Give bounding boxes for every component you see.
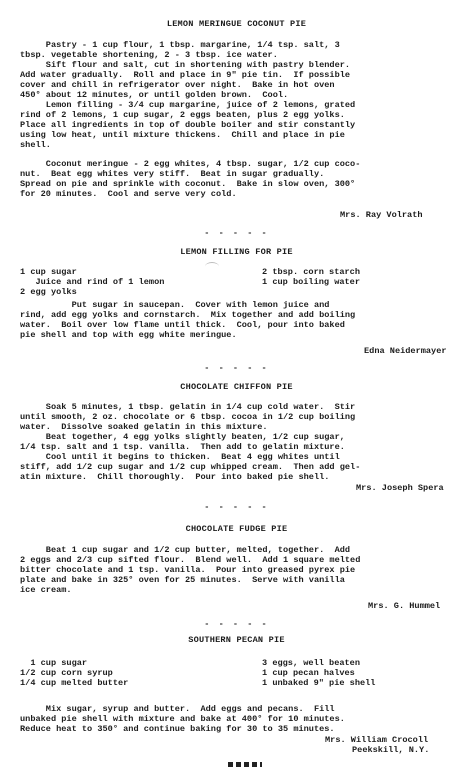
ingredient-item: 1 cup pecan halves	[262, 668, 355, 678]
recipe-line: Coconut meringue - 2 egg whites, 4 tbsp. sugar, 1/2 cup coco-	[20, 159, 361, 169]
recipe-line: Beat together, 4 egg yolks slightly beaten, 1/2 cup sugar,	[20, 432, 345, 442]
ingredient-item: 2 tbsp. corn starch	[262, 267, 360, 277]
ingredient-item: 1 cup sugar	[20, 658, 88, 668]
ingredient-item: 1 unbaked 9" pie shell	[262, 678, 376, 688]
recipe-line: Cool until it begins to thicken. Beat 4 egg whites until	[20, 452, 340, 462]
recipe-line: bitter chocolate and 1 tsp. vanilla. Pour into greased pyrex pie	[20, 565, 356, 575]
recipe-line: Beat 1 cup sugar and 1/2 cup butter, melted, together. Add	[20, 545, 351, 555]
ingredient-item: 1/4 cup melted butter	[20, 678, 129, 688]
ingredient-item: 2 egg yolks	[20, 287, 77, 297]
recipe-line: Reduce heat to 350° and continue baking for 30 to 35 minutes.	[20, 724, 335, 734]
recipe-author: Edna Neidermayer	[364, 346, 447, 356]
recipe-line: Spread on pie and sprinkle with coconut. Bake in slow oven, 300°	[20, 179, 356, 189]
recipe-line: 2 eggs and 2/3 cup sifted flour. Blend well. Add 1 square melted	[20, 555, 361, 565]
ingredient-item: 1 cup sugar	[20, 267, 77, 277]
recipe-line: until smooth, 2 oz. chocolate or 6 tbsp. cocoa in 1/2 cup boiling	[20, 412, 356, 422]
recipe-title: CHOCOLATE CHIFFON PIE	[180, 382, 293, 392]
recipe-author: Mrs. William Crocoll	[325, 735, 429, 745]
recipe-line: Place all ingredients in top of double boiler and stir constantly	[20, 120, 356, 130]
recipe-line: shell.	[20, 140, 51, 150]
recipe-line: Put sugar in saucepan. Cover with lemon juice and	[20, 300, 330, 310]
recipe-line: water. Dissolve soaked gelatin in this mixture.	[20, 422, 268, 432]
recipe-line: rind of 2 lemons, 1 cup sugar, 2 eggs beaten, plus 2 egg yolks.	[20, 110, 345, 120]
recipe-line: using low heat, until mixture thickens. Chill and place in pie	[20, 130, 345, 140]
recipe-line: stiff, add 1/2 cup sugar and 1/2 cup whipped cream. Then add gel-	[20, 462, 361, 472]
section-separator: - - - - -	[204, 502, 269, 512]
recipe-line: nut. Beat egg whites very stiff. Beat in sugar gradually.	[20, 169, 325, 179]
recipe-title: SOUTHERN PECAN PIE	[188, 635, 285, 645]
recipe-author: Mrs. Ray Volrath	[340, 210, 423, 220]
section-separator: - - - - -	[204, 363, 269, 373]
recipe-line: Pastry - 1 cup flour, 1 tbsp. margarine, 1/4 tsp. salt, 3	[20, 40, 340, 50]
recipe-line: tbsp. vegetable shortening, 2 - 3 tbsp. ice water.	[20, 50, 278, 60]
ingredient-item: 3 eggs, well beaten	[262, 658, 360, 668]
recipe-line: ice cream.	[20, 585, 72, 595]
recipe-author: Mrs. Joseph Spera	[356, 483, 444, 493]
ingredient-item: 1/2 cup corn syrup	[20, 668, 113, 678]
recipe-line: for 20 minutes. Cool and serve very cold.	[20, 189, 237, 199]
recipe-line: Sift flour and salt, cut in shortening with pastry blender.	[20, 60, 351, 70]
recipe-line: unbaked pie shell with mixture and bake at 400° for 10 minutes.	[20, 714, 345, 724]
ingredient-item: 1 cup boiling water	[262, 277, 360, 287]
recipe-title: LEMON MERINGUE COCONUT PIE	[166, 19, 307, 29]
recipe-line: rind, add egg yolks and cornstarch. Mix together and add boiling	[20, 310, 356, 320]
recipe-author-location: Peekskill, N.Y.	[352, 745, 430, 755]
recipe-line: atin mixture. Chill thoroughly. Pour into baked pie shell.	[20, 472, 330, 482]
section-separator: - - - - -	[204, 619, 269, 629]
recipe-line: Add water gradually. Roll and place in 9" pie tin. If possible	[20, 70, 351, 80]
recipe-line: water. Boil over low flame until thick. Cool, pour into baked	[20, 320, 345, 330]
recipe-line: Soak 5 minutes, 1 tbsp. gelatin in 1/4 cup cold water. Stir	[20, 402, 356, 412]
section-separator: - - - - -	[204, 228, 269, 238]
page-break-marks	[228, 762, 262, 767]
recipe-line: Lemon filling - 3/4 cup margarine, juice of 2 lemons, grated	[20, 100, 356, 110]
ingredient-item: Juice and rind of 1 lemon	[20, 277, 165, 287]
recipe-line: Mix sugar, syrup and butter. Add eggs and pecans. Fill	[20, 704, 335, 714]
recipe-line: pie shell and top with egg white meringue.	[20, 330, 237, 340]
recipe-line: plate and bake in 325° oven for 25 minutes. Serve with vanilla	[20, 575, 345, 585]
recipe-title: LEMON FILLING FOR PIE	[180, 247, 293, 257]
recipe-line: 450° about 12 minutes, or until golden brown. Cool.	[20, 90, 289, 100]
recipe-author: Mrs. G. Hummel	[368, 601, 441, 611]
recipe-line: cover and chill in refrigerator over night. Bake in hot oven	[20, 80, 335, 90]
recipe-title: CHOCOLATE FUDGE PIE	[185, 524, 288, 534]
paper-smudge	[205, 262, 219, 271]
recipe-line: 1/4 tsp. salt and 1 tsp. vanilla. Then add to gelatin mixture.	[20, 442, 345, 452]
